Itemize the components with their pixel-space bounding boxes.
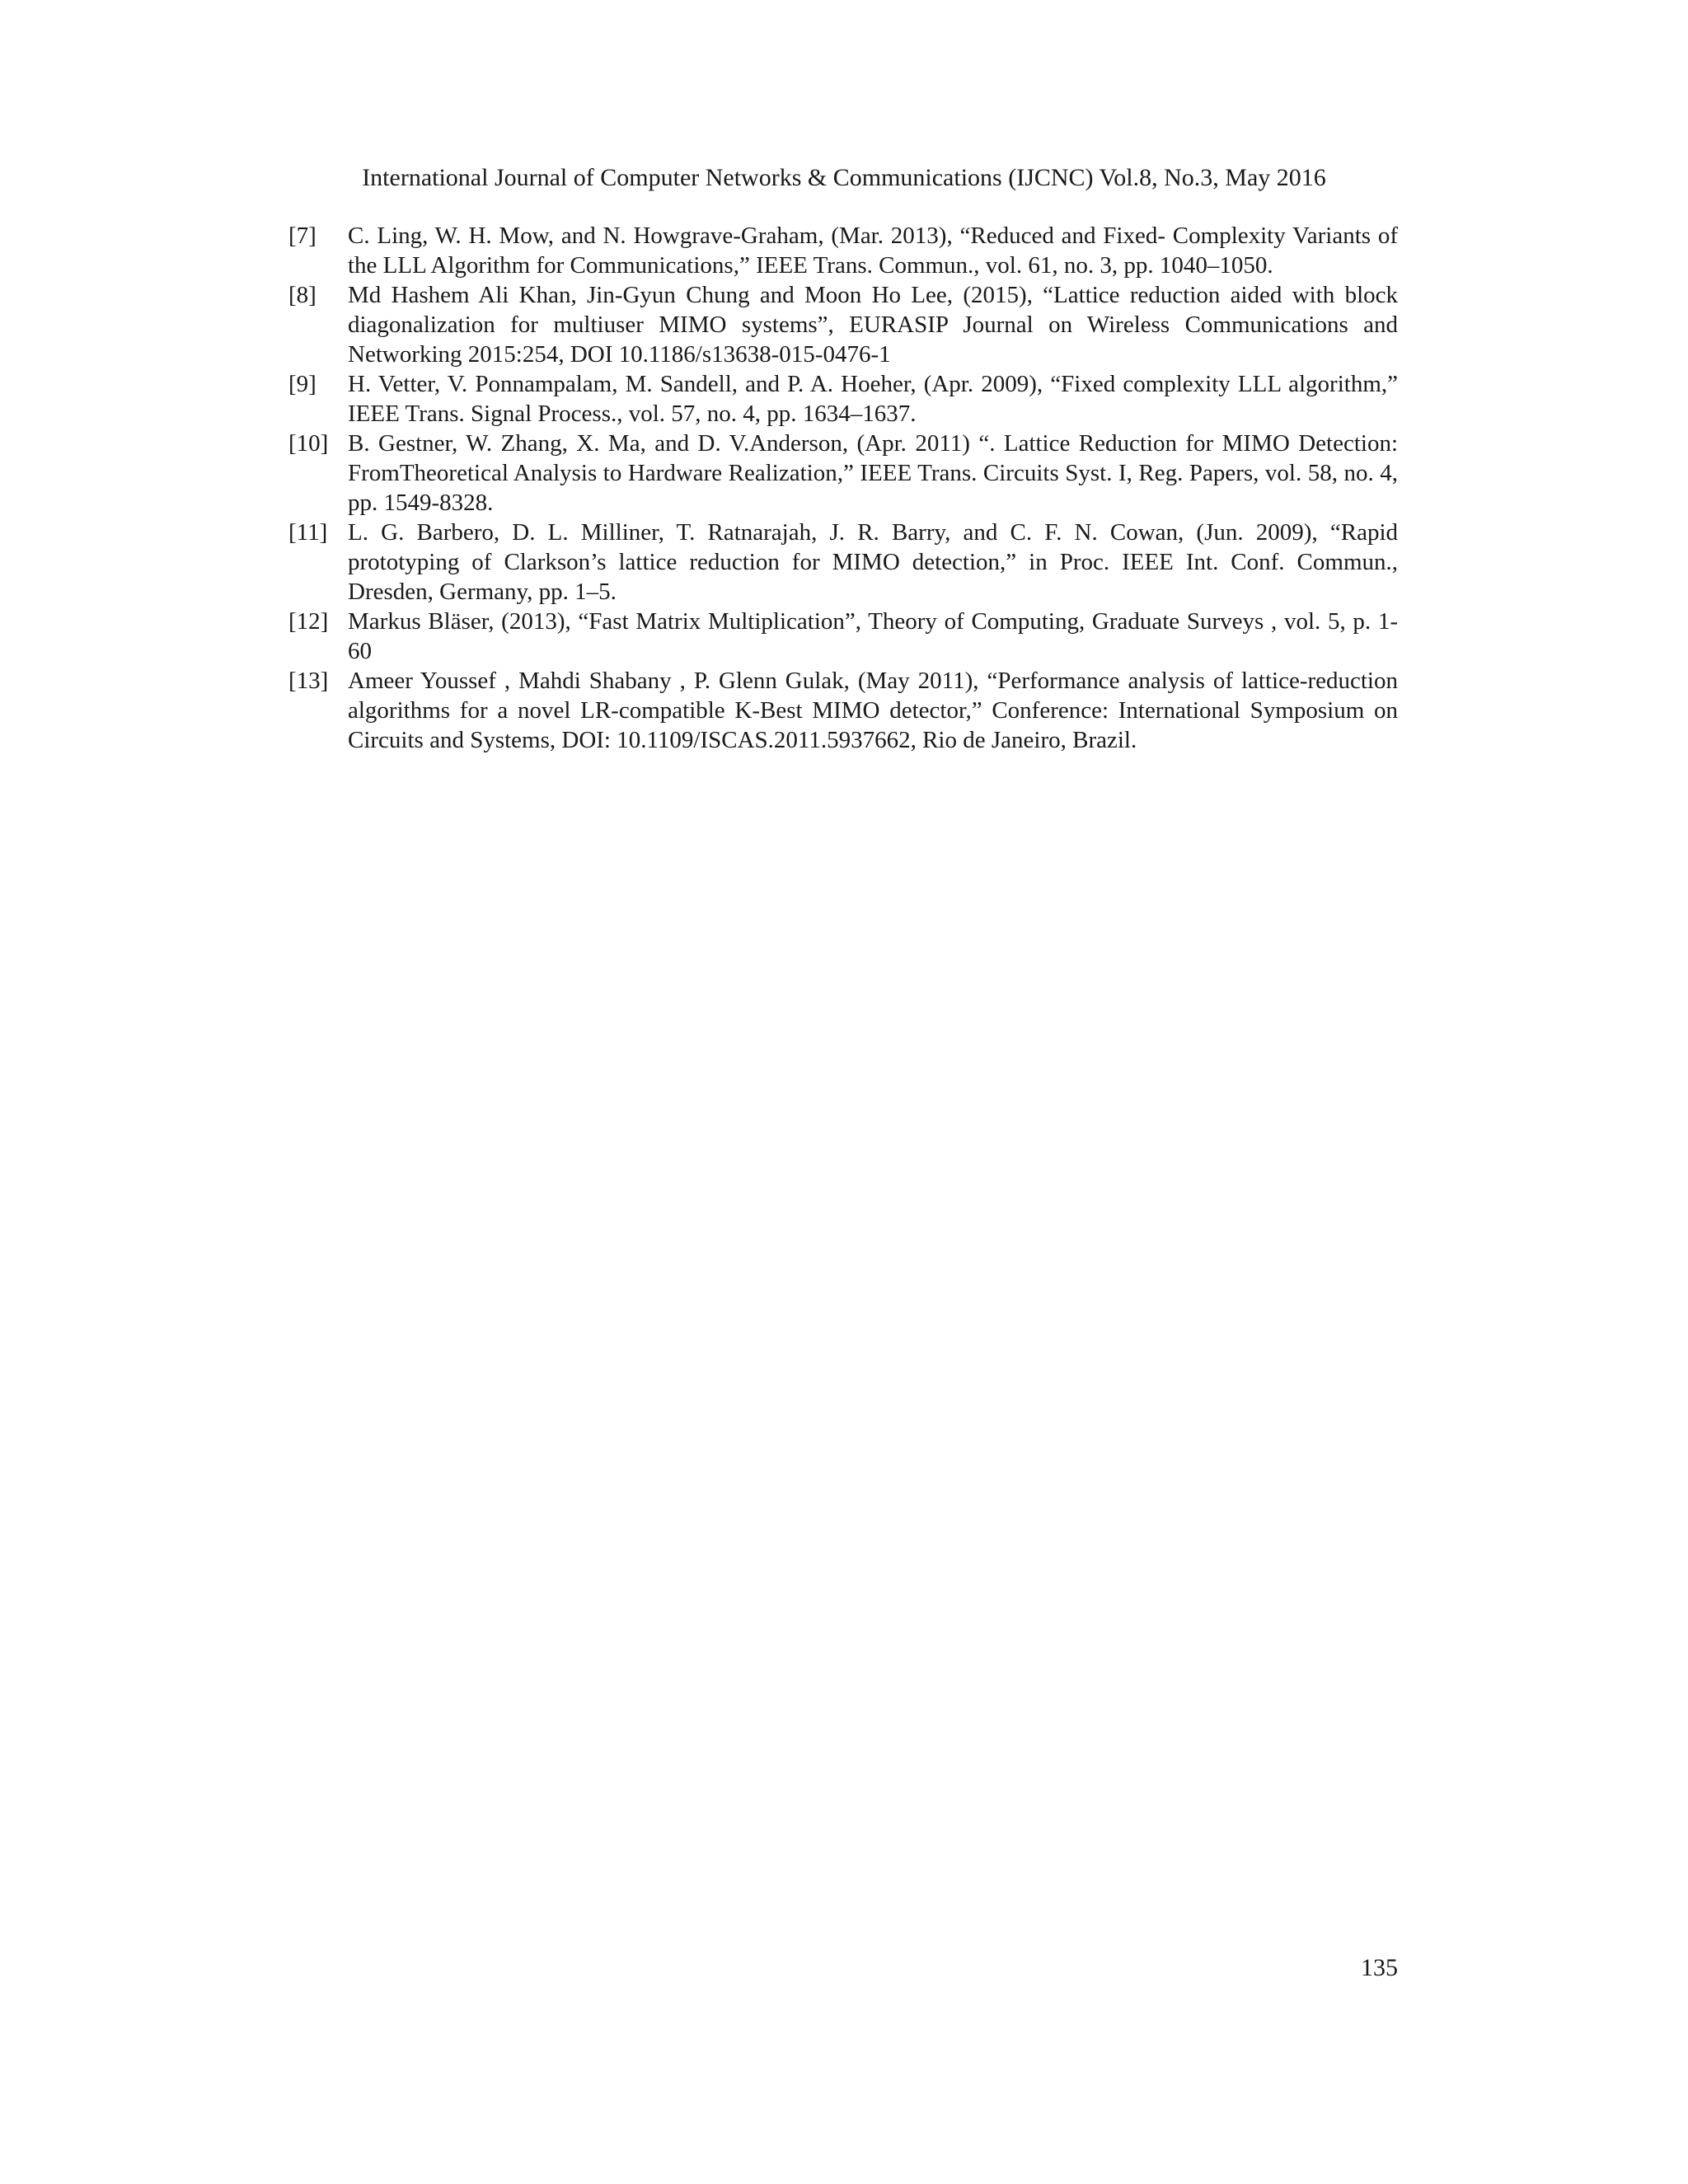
reference-text: Md Hashem Ali Khan, Jin-Gyun Chung and Moon Ho Lee, (2015), “Lattice reduction aided with block diagonalization for multiuser MIMO systems”, EURASIP Journal on Wireless Communications and Networking 2015:254, DOI 10.1186/s13638-015-0476-1 — [348, 282, 1398, 368]
reference-number: [11] — [288, 519, 328, 546]
reference-number: [12] — [288, 608, 329, 635]
reference-text: Ameer Youssef , Mahdi Shabany , P. Glenn Gulak, (May 2011), “Performance analysis of lattice-reduction algorithms for a novel LR-compatible K-Best MIMO detector,” Conference: International Symposium on Circuits and Systems, DOI: 10.1109/ISCAS.2011.5937662, Rio de Janeiro, Brazil. — [348, 668, 1398, 753]
reference-list — [288, 221, 1398, 755]
reference-text: Markus Bläser, (2013), “Fast Matrix Multiplication”, Theory of Computing, Graduate Surveys , vol. 5, p. 1-60 — [348, 608, 1398, 664]
reference-item-12 — [288, 607, 1398, 666]
reference-item-11 — [288, 518, 1398, 607]
reference-text: L. G. Barbero, D. L. Milliner, T. Ratnarajah, J. R. Barry, and C. F. N. Cowan, (Jun. 2009), “Rapid prototyping of Clarkson’s lattice reduction for MIMO detection,” in Proc. IEEE Int. Conf. Commun., Dresden, Germany, pp. 1–5. — [348, 519, 1398, 605]
reference-item-8 — [288, 280, 1398, 369]
reference-number: [9] — [288, 371, 316, 397]
reference-number: [7] — [288, 223, 316, 249]
reference-item-7 — [288, 221, 1398, 280]
reference-item-9 — [288, 369, 1398, 429]
reference-number: [10] — [288, 430, 329, 457]
reference-number: [13] — [288, 668, 329, 694]
page-number: 135 — [1361, 1954, 1398, 1981]
reference-text: H. Vetter, V. Ponnampalam, M. Sandell, and P. A. Hoeher, (Apr. 2009), “Fixed complexity LLL algorithm,” IEEE Trans. Signal Process., vol. 57, no. 4, pp. 1634–1637. — [348, 371, 1398, 427]
reference-text: C. Ling, W. H. Mow, and N. Howgrave-Graham, (Mar. 2013), “Reduced and Fixed- Complexity Variants of the LLL Algorithm for Communications,” IEEE Trans. Commun., vol. 61, no. 3, pp. 1040–1050. — [348, 223, 1398, 279]
running-header: International Journal of Computer Networks & Communications (IJCNC) Vol.8, No.3, May 2016 — [362, 164, 1326, 191]
reference-text: B. Gestner, W. Zhang, X. Ma, and D. V.Anderson, (Apr. 2011) “. Lattice Reduction for MIMO Detection: FromTheoretical Analysis to Hardware Realization,” IEEE Trans. Circuits Syst. I, Reg. Papers, vol. 58, no. 4, pp. 1549-8328. — [348, 430, 1398, 516]
reference-number: [8] — [288, 282, 316, 308]
reference-item-13 — [288, 666, 1398, 755]
reference-item-10 — [288, 429, 1398, 518]
